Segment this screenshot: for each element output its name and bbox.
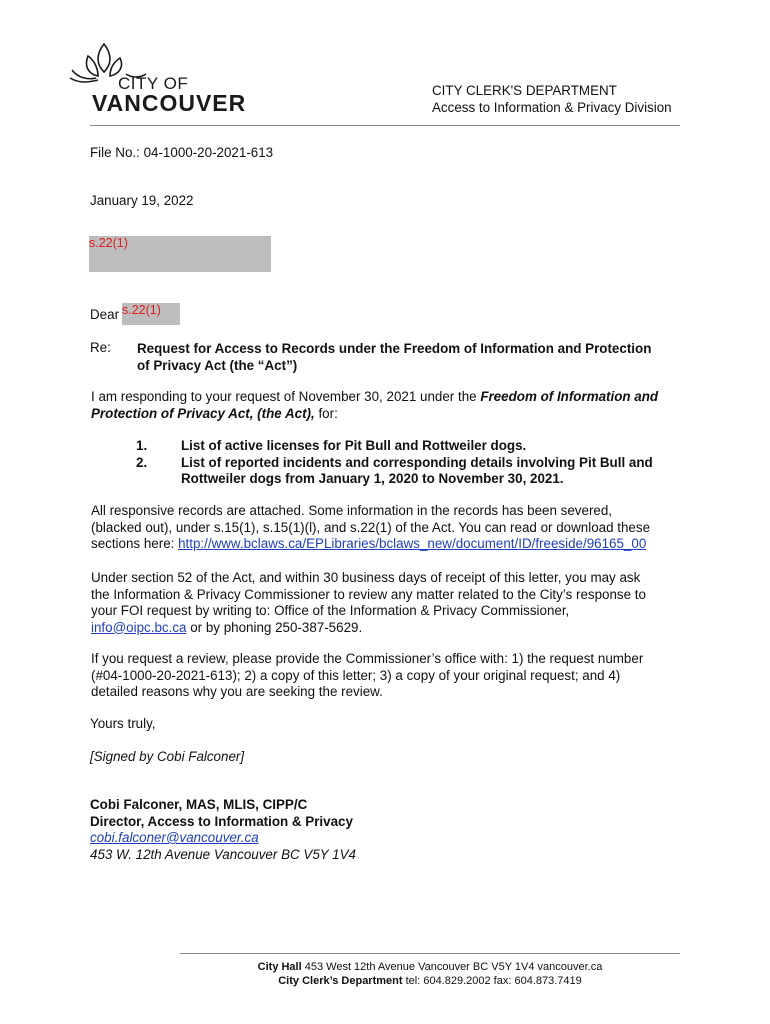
salutation bbox=[90, 307, 119, 322]
redacted-address bbox=[89, 236, 271, 272]
oipc-email-link[interactable]: info@oipc.bc.ca bbox=[91, 619, 187, 635]
re-subject-line2: of Privacy Act (the “Act”) bbox=[137, 358, 298, 373]
signatory-name: Cobi Falconer, MAS, MLIS, CIPP/C bbox=[90, 797, 308, 812]
act-name-part2: Protection of Privacy Act, (the Act), bbox=[91, 405, 315, 421]
header-divider bbox=[90, 125, 680, 126]
logo-vancouver: VANCOUVER bbox=[92, 90, 247, 116]
footer-line1 bbox=[180, 960, 680, 975]
footer-line2 bbox=[180, 974, 680, 989]
list-item-text: List of reported incidents and corresponding details involving Pit Bull and bbox=[181, 454, 653, 470]
signature-block bbox=[90, 797, 356, 863]
list-item-number: 2. bbox=[136, 454, 148, 470]
closing: Yours truly, bbox=[90, 716, 156, 731]
list-item-number: 1. bbox=[136, 438, 148, 453]
logo-city-of: CITY OF bbox=[118, 74, 189, 93]
list-item-text: List of active licenses for Pit Bull and Rottweiler dogs. bbox=[181, 438, 527, 453]
re-subject bbox=[137, 340, 651, 374]
redacted-name bbox=[122, 303, 180, 325]
re-label: Re: bbox=[90, 340, 111, 355]
records-paragraph: All responsive records are attached. Some information in the records has been severed, (blacked out), under s.15(1), s.15(1)(l), and s.22(1) of the Act. You can read or download these sections here: http://www.bclaws.ca/EPLibraries/bclaws_new/document/ID/freeside/96165_00 bbox=[91, 503, 651, 551]
footer-dept-label: City Clerk’s Department bbox=[278, 975, 403, 987]
act-name-part1: Freedom of Information and bbox=[480, 389, 659, 404]
department-header bbox=[432, 82, 672, 116]
intro-paragraph bbox=[91, 389, 686, 422]
signatory-email-link[interactable]: cobi.falconer@vancouver.ca bbox=[90, 830, 259, 845]
redaction-code: s.22(1) bbox=[89, 236, 128, 250]
intro-for: for: bbox=[314, 405, 338, 421]
redaction-code-name: s.22(1) bbox=[122, 303, 161, 317]
bclaws-link[interactable]: http://www.bclaws.ca/EPLibraries/bclaws_new/document/ID/freeside/96165_00 bbox=[178, 536, 647, 551]
department-division: Access to Information & Privacy Division bbox=[432, 100, 672, 115]
intro-text: I am responding to your request of November 30, 2021 under the bbox=[91, 389, 481, 404]
review-request-paragraph: If you request a review, please provide the Commissioner’s office with: 1) the request number (#04-1000-20-2021-613); 2) a copy of this letter; 3) a copy of your original request; and 4) detailed reasons why you are seeking the review. bbox=[91, 651, 644, 699]
signed-by: [Signed by Cobi Falconer] bbox=[90, 749, 245, 764]
signatory-title: Director, Access to Information & Privacy bbox=[90, 813, 353, 829]
signatory-address: 453 W. 12th Avenue Vancouver BC V5Y 1V4 bbox=[90, 846, 357, 862]
list-item-text-cont: Rottweiler dogs from January 1, 2020 to November 30, 2021. bbox=[181, 471, 564, 486]
salutation-text: Dear bbox=[90, 307, 120, 322]
footer-city-hall-label: City Hall bbox=[257, 961, 302, 973]
department-name: CITY CLERK'S DEPARTMENT bbox=[432, 83, 617, 98]
footer-dept-text: tel: 604.829.2002 fax: 604.873.7419 bbox=[402, 975, 582, 987]
footer-divider bbox=[180, 953, 680, 954]
letter-date: January 19, 2022 bbox=[90, 193, 194, 208]
re-subject-line1: Request for Access to Records under the Freedom of Information and Protection bbox=[137, 341, 652, 356]
footer-city-hall-text: 453 West 12th Avenue Vancouver BC V5Y 1V4 vancouver.ca bbox=[301, 961, 603, 973]
review-paragraph: Under section 52 of the Act, and within 30 business days of receipt of this letter, you may ask the Information & Privacy Commissioner to review any matter related to the City’s response to your FOI request by writing to: Office of the Information & Privacy Commissioner, info@oipc.bc.ca or by phoning 250-387-5629. bbox=[91, 570, 646, 635]
file-number: File No.: 04-1000-20-2021-613 bbox=[90, 145, 274, 160]
